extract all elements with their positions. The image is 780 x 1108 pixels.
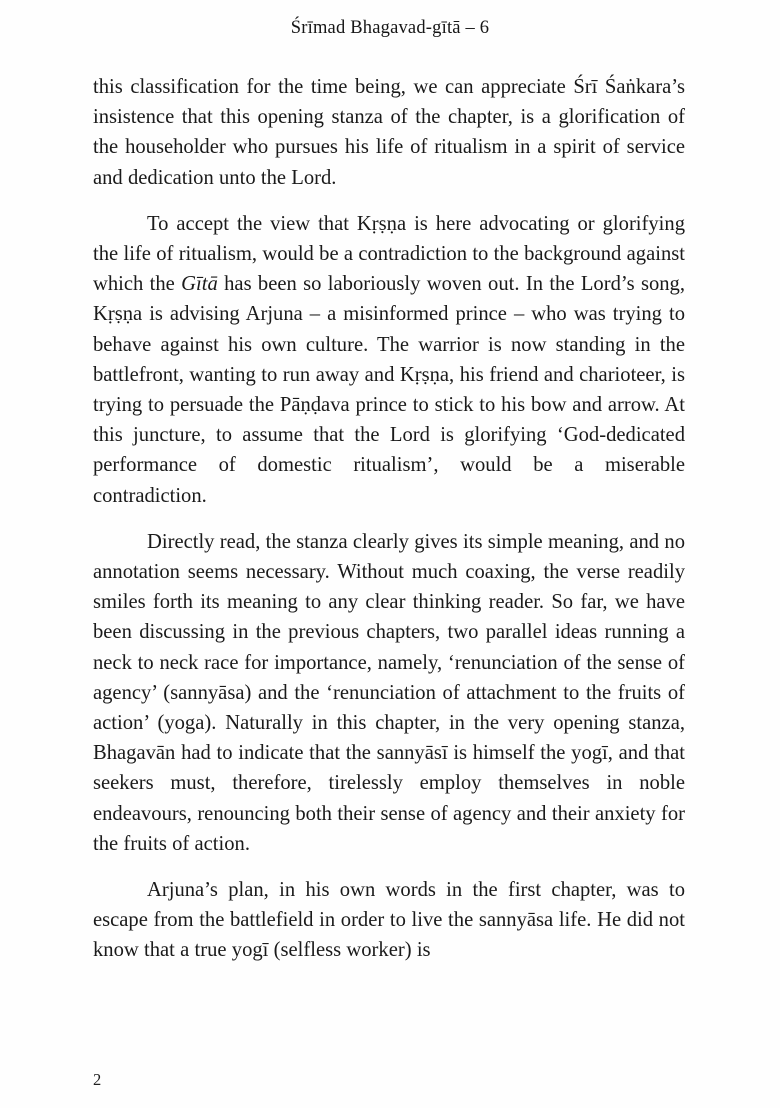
- paragraph-1: this classification for the time being, we can appreciate Śrī Śaṅkara’s insistence that this opening stanza of the chapter, is a glorification of the householder who pursues his life of ritualism in a spirit of service and dedication unto the Lord.: [93, 76, 685, 189]
- paragraph-4: Arjuna’s plan, in his own words in the first chapter, was to escape from the battlefield in order to live the sannyāsa life. He did not know that a true yogī (selfless worker) is: [93, 879, 685, 962]
- body-text-column: [93, 72, 685, 966]
- running-head: Śrīmad Bhagavad-gītā – 6: [290, 18, 490, 38]
- page-number: 2: [93, 1070, 102, 1089]
- paragraph-3: Directly read, the stanza clearly gives its simple meaning, and no annotation seems necessary. Without much coaxing, the verse readily smiles forth its meaning to any clear thinking reader. So far, we have been discussing in the previous chapters, two parallel ideas running a neck to neck race for importance, namely, ‘renunciation of the sense of agency’ (sannyāsa) and the ‘renunciation of attachment to the fruits of action’ (yoga). Naturally in this chapter, in the very opening stanza, Bhagavān had to indicate that the sannyāsī is himself the yogī, and that seekers must, therefore, tirelessly employ themselves in noble endeavours, renouncing both their sense of agency and their anxiety for the fruits of action.: [93, 530, 685, 855]
- paragraph-2: To accept the view that Kṛṣṇa is here advocating or glorifying the life of ritualism, would be a contradiction to the background against which the Gītā has been so laboriously woven out. In the Lord’s song, Kṛṣṇa is advising Arjuna – a misinformed prince – who was trying to behave against his own culture. The warrior is now standing in the battlefront, wanting to run away and Kṛṣṇa, his friend and charioteer, is trying to persuade the Pāṇḍava prince to stick to his bow and arrow. At this juncture, to assume that the Lord is glorifying ‘God-dedicated performance of domestic ritualism’, would be a miserable contradiction.: [93, 212, 685, 507]
